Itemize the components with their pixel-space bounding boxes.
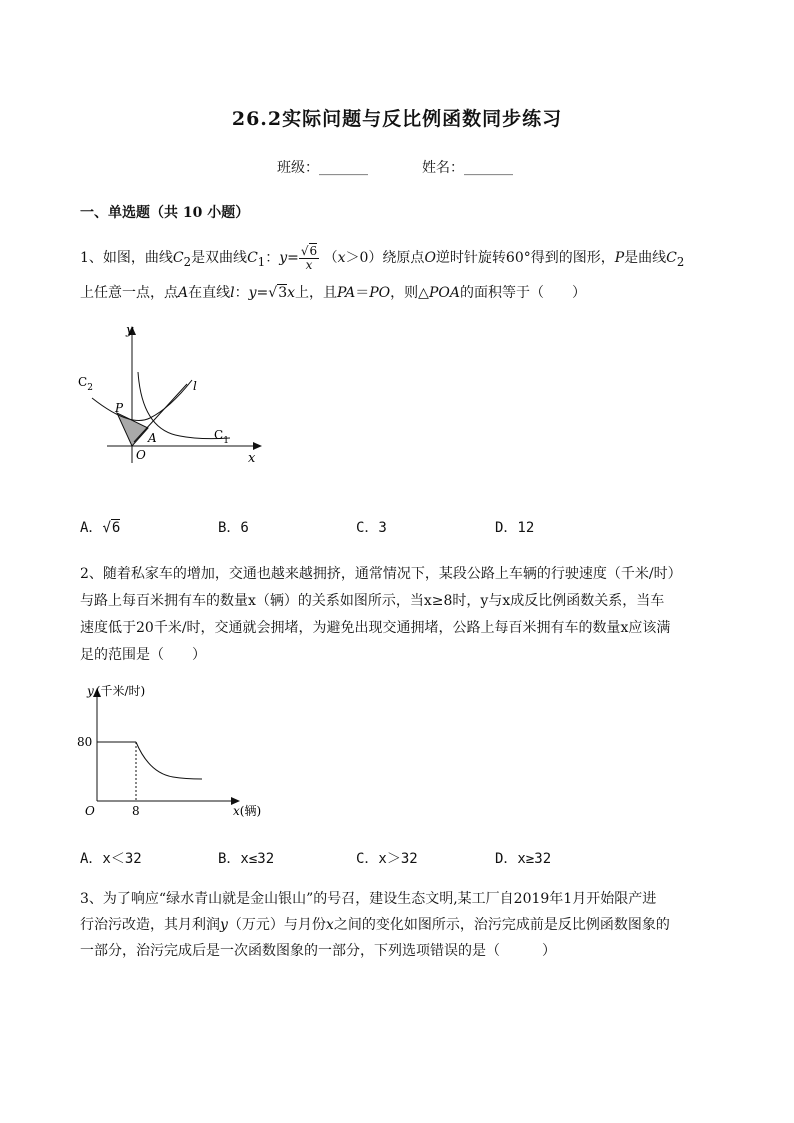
q2-option-d[interactable]: D．x≥32 — [495, 851, 552, 867]
q1-option-a[interactable]: A．√6 — [80, 520, 121, 536]
question-3-line-2: 行治污改造，其月利润y（万元）与月份x之间的变化如图所示，治污完成前是反比例函数图象的 — [80, 917, 670, 933]
question-1-line-1: 1、如图，曲线$C_2$是双曲线$C_1$：y= $\frac{√6}{x}$ （x＞0）绕原点O逆时针旋转60°得到的图形，P是曲线$C_2$ — [80, 243, 685, 272]
x-axis-label: x(辆) — [233, 804, 262, 818]
question-3-line-3: 一部分，治污完成后是一次函数图象的一部分，下列选项错误的是（ ） — [80, 943, 556, 959]
question-1-figure — [70, 318, 270, 468]
point-a-label: A — [148, 431, 157, 445]
q2-option-a[interactable]: A．x＜32 — [80, 851, 142, 867]
origin-label: O — [136, 448, 146, 462]
name-label: 姓名：_______ — [422, 160, 513, 176]
curve-c1-label: $C_1$ — [214, 428, 229, 446]
fraction-sqrt6-over-x: $\frac{√6}{x}$ — [300, 243, 318, 272]
q2-option-c[interactable]: C．x＞32 — [356, 851, 418, 867]
x-axis-label: x — [248, 451, 256, 466]
origin-label: O — [85, 804, 95, 818]
question-2-figure — [75, 683, 275, 823]
q2-option-b[interactable]: B．x≤32 — [218, 851, 275, 867]
y-axis-label: y — [126, 323, 134, 338]
curve-c2-label: $C_2$ — [78, 375, 93, 393]
question-1-line-2: 上任意一点，点A在直线l：y=√3x上，且PA＝PO，则△POA的面积等于（ ） — [80, 285, 586, 301]
page-title: 26.2实际问题与反比例函数同步练习 — [231, 108, 563, 130]
y-tick-80: 80 — [77, 735, 93, 749]
curve-c2 — [92, 380, 192, 421]
line-l-label: l — [193, 379, 197, 393]
point-p-label: P — [115, 401, 124, 415]
question-2-line-2: 与路上每百米拥有车的数量x（辆）的关系如图所示，当x≥8时，y与x成反比例函数关系，当车 — [80, 593, 665, 609]
x-tick-8: 8 — [132, 804, 140, 818]
q1-option-d[interactable]: D．12 — [495, 520, 535, 536]
question-2-line-4: 足的范围是（ ） — [80, 647, 206, 663]
section-heading: 一、单选题（共 10 小题） — [80, 205, 250, 221]
q1-option-b[interactable]: B．6 — [218, 520, 249, 536]
q1-option-c[interactable]: C．3 — [356, 520, 387, 536]
question-2-line-1: 2、随着私家车的增加，交通也越来越拥挤，通常情况下，某段公路上车辆的行驶速度（千米/时） — [80, 566, 682, 582]
line-l — [134, 384, 187, 442]
question-2-line-3: 速度低于20千米/时，交通就会拥堵，为避免出现交通拥堵，公路上每百米拥有车的数量x应该满 — [80, 620, 671, 636]
question-3-line-1: 3、为了响应“绿水青山就是金山银山”的号召，建设生态文明,某工厂自2019年1月开始限产进 — [80, 891, 657, 907]
y-axis-label: y (千米/时) — [87, 684, 146, 698]
class-label: 班级：_______ — [277, 160, 368, 176]
inverse-curve — [136, 742, 202, 779]
